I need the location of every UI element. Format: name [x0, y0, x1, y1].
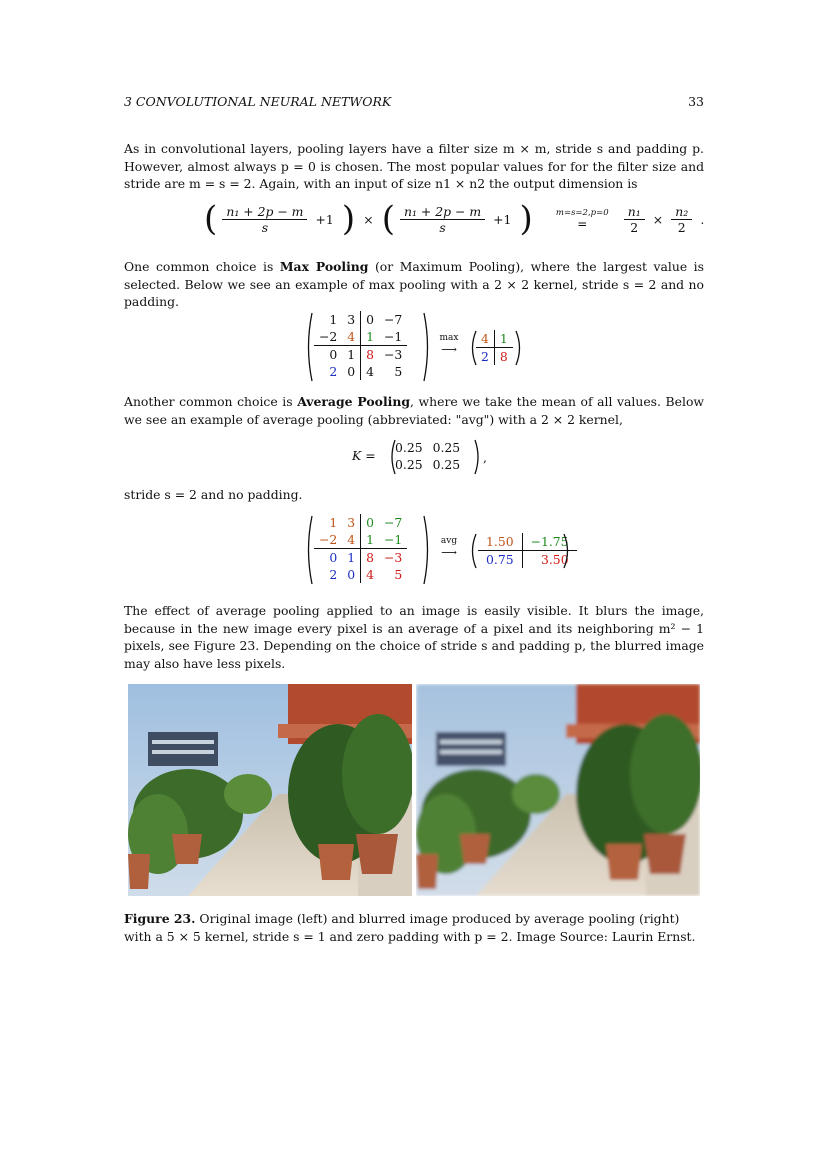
matrix-row	[314, 311, 407, 328]
matrix-cell: −1	[384, 329, 403, 344]
matrix-cell: −2	[319, 532, 338, 547]
matrix-cell: −7	[384, 515, 403, 530]
paragraph-4: stride s = 2 and no padding.	[124, 487, 303, 502]
matrix-cell: 1	[342, 346, 360, 364]
right-matrix-paren	[474, 438, 482, 476]
avg-pooling-example	[304, 514, 574, 586]
fraction-numerator: n₂	[671, 204, 692, 220]
matrix-cell: 0	[347, 364, 356, 379]
matrix-cell: 2	[329, 364, 338, 379]
paragraph-1: As in convolutional layers, pooling layers have a filter size m × m, stride s and padding p. However, almost always p = 0 is chosen. The most popular values for for the filter size and stride are m = s = 2. Again, with an input of size n1 × n2 the output dimension is	[124, 141, 704, 192]
paragraph-2	[124, 258, 704, 311]
matrix-cell: 5	[394, 567, 403, 582]
avg-input-matrix	[314, 514, 407, 583]
plus-one: +1	[493, 211, 512, 227]
equals-condition: m=s=2,p=0	[555, 207, 609, 218]
fraction-numerator: n₁ + 2p − m	[222, 204, 307, 220]
arrow-label: avg	[440, 536, 458, 546]
right-matrix-paren	[514, 329, 524, 367]
right-paren: )	[341, 199, 356, 239]
times-symbol: ×	[363, 211, 374, 227]
paragraph-3	[124, 393, 704, 428]
fraction-denominator: s	[439, 219, 446, 235]
matrix-cell: 4	[347, 329, 356, 344]
matrix-row	[314, 514, 407, 531]
matrix-cell: −2	[319, 329, 338, 344]
fraction-numerator: n₁ + 2p − m	[400, 204, 485, 220]
left-matrix-paren	[304, 311, 314, 383]
matrix-cell: −7	[384, 312, 403, 327]
matrix-cell: 8	[361, 346, 379, 364]
max-input-matrix	[314, 311, 407, 380]
times-symbol: ×	[652, 211, 664, 227]
matrix-cell: 4	[361, 566, 379, 583]
matrix-cell: 0	[347, 567, 356, 582]
matrix-cell: −1	[384, 532, 403, 547]
matrix-cell: 2	[329, 567, 338, 582]
matrix-cell: 3.50	[522, 551, 576, 569]
kernel-values	[390, 439, 465, 473]
matrix-cell: 3	[347, 312, 356, 327]
matrix-cell: 0	[314, 346, 342, 364]
matrix-cell: −3	[379, 346, 407, 364]
matrix-row	[476, 330, 513, 348]
matrix-row	[314, 531, 407, 549]
matrix-cell: 1	[329, 312, 338, 327]
fraction-denominator: 2	[630, 219, 639, 235]
left-matrix-paren	[468, 532, 478, 570]
right-matrix-paren	[422, 311, 432, 383]
right-paren: )	[519, 199, 533, 239]
matrix-row	[390, 439, 465, 456]
paragraph-text: (or Maximum Pooling), where the largest value is selected. Below we see an example of max pooling with a 2 × 2 kernel, stride s = 2 and no padding.	[124, 259, 705, 310]
original-image	[128, 684, 412, 896]
fraction-numerator: n₁	[624, 204, 645, 220]
page-header	[124, 94, 704, 109]
matrix-cell: 1	[329, 515, 338, 530]
paragraph-text: , where we take the mean of all values. Below we see an example of average pooling (abbreviated: "avg") with a 2 × 2 kernel,	[124, 394, 705, 427]
plus-one: +1	[315, 211, 334, 227]
chapter-title: 3 CONVOLUTIONAL NEURAL NETWORK	[124, 94, 392, 109]
term-average-pooling: Average Pooling	[297, 394, 411, 409]
matrix-row	[390, 456, 465, 473]
kernel-matrix	[352, 438, 492, 476]
caption-text: Original image (left) and blurred image produced by average pooling (right) with a 5 × 5 kernel, stride s = 1 and zero padding with p = 2. Image Source: Laurin Ernst.	[124, 911, 696, 944]
matrix-cell: 0.25	[395, 457, 423, 472]
arrow-icon: ⟶	[441, 546, 457, 559]
matrix-cell: 2	[476, 348, 494, 366]
max-output-matrix	[476, 330, 513, 365]
matrix-cell: 1	[361, 328, 379, 346]
matrix-cell: 4	[481, 331, 489, 346]
matrix-cell: 1.50	[486, 534, 514, 549]
kernel-label: K =	[352, 448, 376, 463]
max-pooling-example	[304, 311, 544, 383]
period: .	[700, 211, 705, 227]
fraction-denominator: 2	[677, 219, 686, 235]
matrix-cell: 0	[314, 549, 342, 567]
blurred-image	[416, 684, 700, 896]
matrix-cell: 5	[394, 364, 403, 379]
term-max-pooling: Max Pooling	[279, 259, 369, 274]
matrix-cell: 1	[361, 531, 379, 549]
comma: ,	[483, 450, 487, 465]
equals-sign: =	[577, 216, 588, 231]
fraction-2	[400, 204, 485, 235]
matrix-cell: 0.25	[432, 457, 461, 472]
condition-equals	[556, 209, 609, 230]
matrix-cell: 0	[361, 311, 379, 328]
figure-caption	[124, 910, 704, 945]
matrix-row	[476, 348, 513, 366]
avg-arrow	[436, 536, 462, 559]
fraction-rhs-1	[624, 204, 645, 235]
matrix-row	[314, 363, 407, 380]
right-matrix-paren	[422, 514, 432, 586]
matrix-cell: 0.75	[478, 551, 522, 569]
matrix-cell: 4	[361, 363, 379, 380]
left-paren: (	[381, 199, 395, 239]
matrix-cell: 3	[347, 515, 356, 530]
output-dimension-formula	[204, 199, 724, 242]
matrix-cell: −3	[379, 549, 407, 567]
left-paren: (	[204, 199, 218, 239]
fraction-denominator: s	[261, 219, 269, 235]
page-number: 33	[688, 94, 704, 109]
max-arrow	[436, 333, 462, 356]
arrow-label: max	[439, 333, 459, 343]
matrix-cell: 0	[361, 514, 379, 531]
matrix-row	[314, 346, 407, 364]
matrix-cell: 4	[347, 532, 356, 547]
figure-label: Figure 23.	[124, 911, 196, 926]
paragraph-5: The effect of average pooling applied to an image is easily visible. It blurs the image, because in the new image every pixel is an average of a pixel and its neighboring m² − 1 pixels, see Figure 23. Depending on the choice of stride s and padding p, the blurred image may also have less pixels.	[124, 603, 704, 671]
left-matrix-paren	[304, 514, 314, 586]
matrix-cell: 8	[494, 348, 512, 366]
fraction-rhs-2	[671, 204, 692, 235]
matrix-cell: 0.25	[432, 440, 461, 455]
matrix-row	[314, 566, 407, 583]
right-matrix-paren	[562, 532, 572, 570]
arrow-icon: ⟶	[441, 343, 457, 356]
paragraph-text: Another common choice is	[124, 394, 298, 409]
matrix-cell: −1.75	[522, 533, 576, 551]
fraction-1	[222, 204, 307, 235]
matrix-cell: 0.25	[395, 440, 423, 455]
matrix-row	[314, 328, 407, 346]
matrix-cell: 1	[494, 330, 512, 348]
matrix-cell: 1	[342, 549, 360, 567]
matrix-row	[314, 549, 407, 567]
matrix-cell: 8	[361, 549, 379, 567]
paragraph-text: One common choice is	[124, 259, 280, 274]
